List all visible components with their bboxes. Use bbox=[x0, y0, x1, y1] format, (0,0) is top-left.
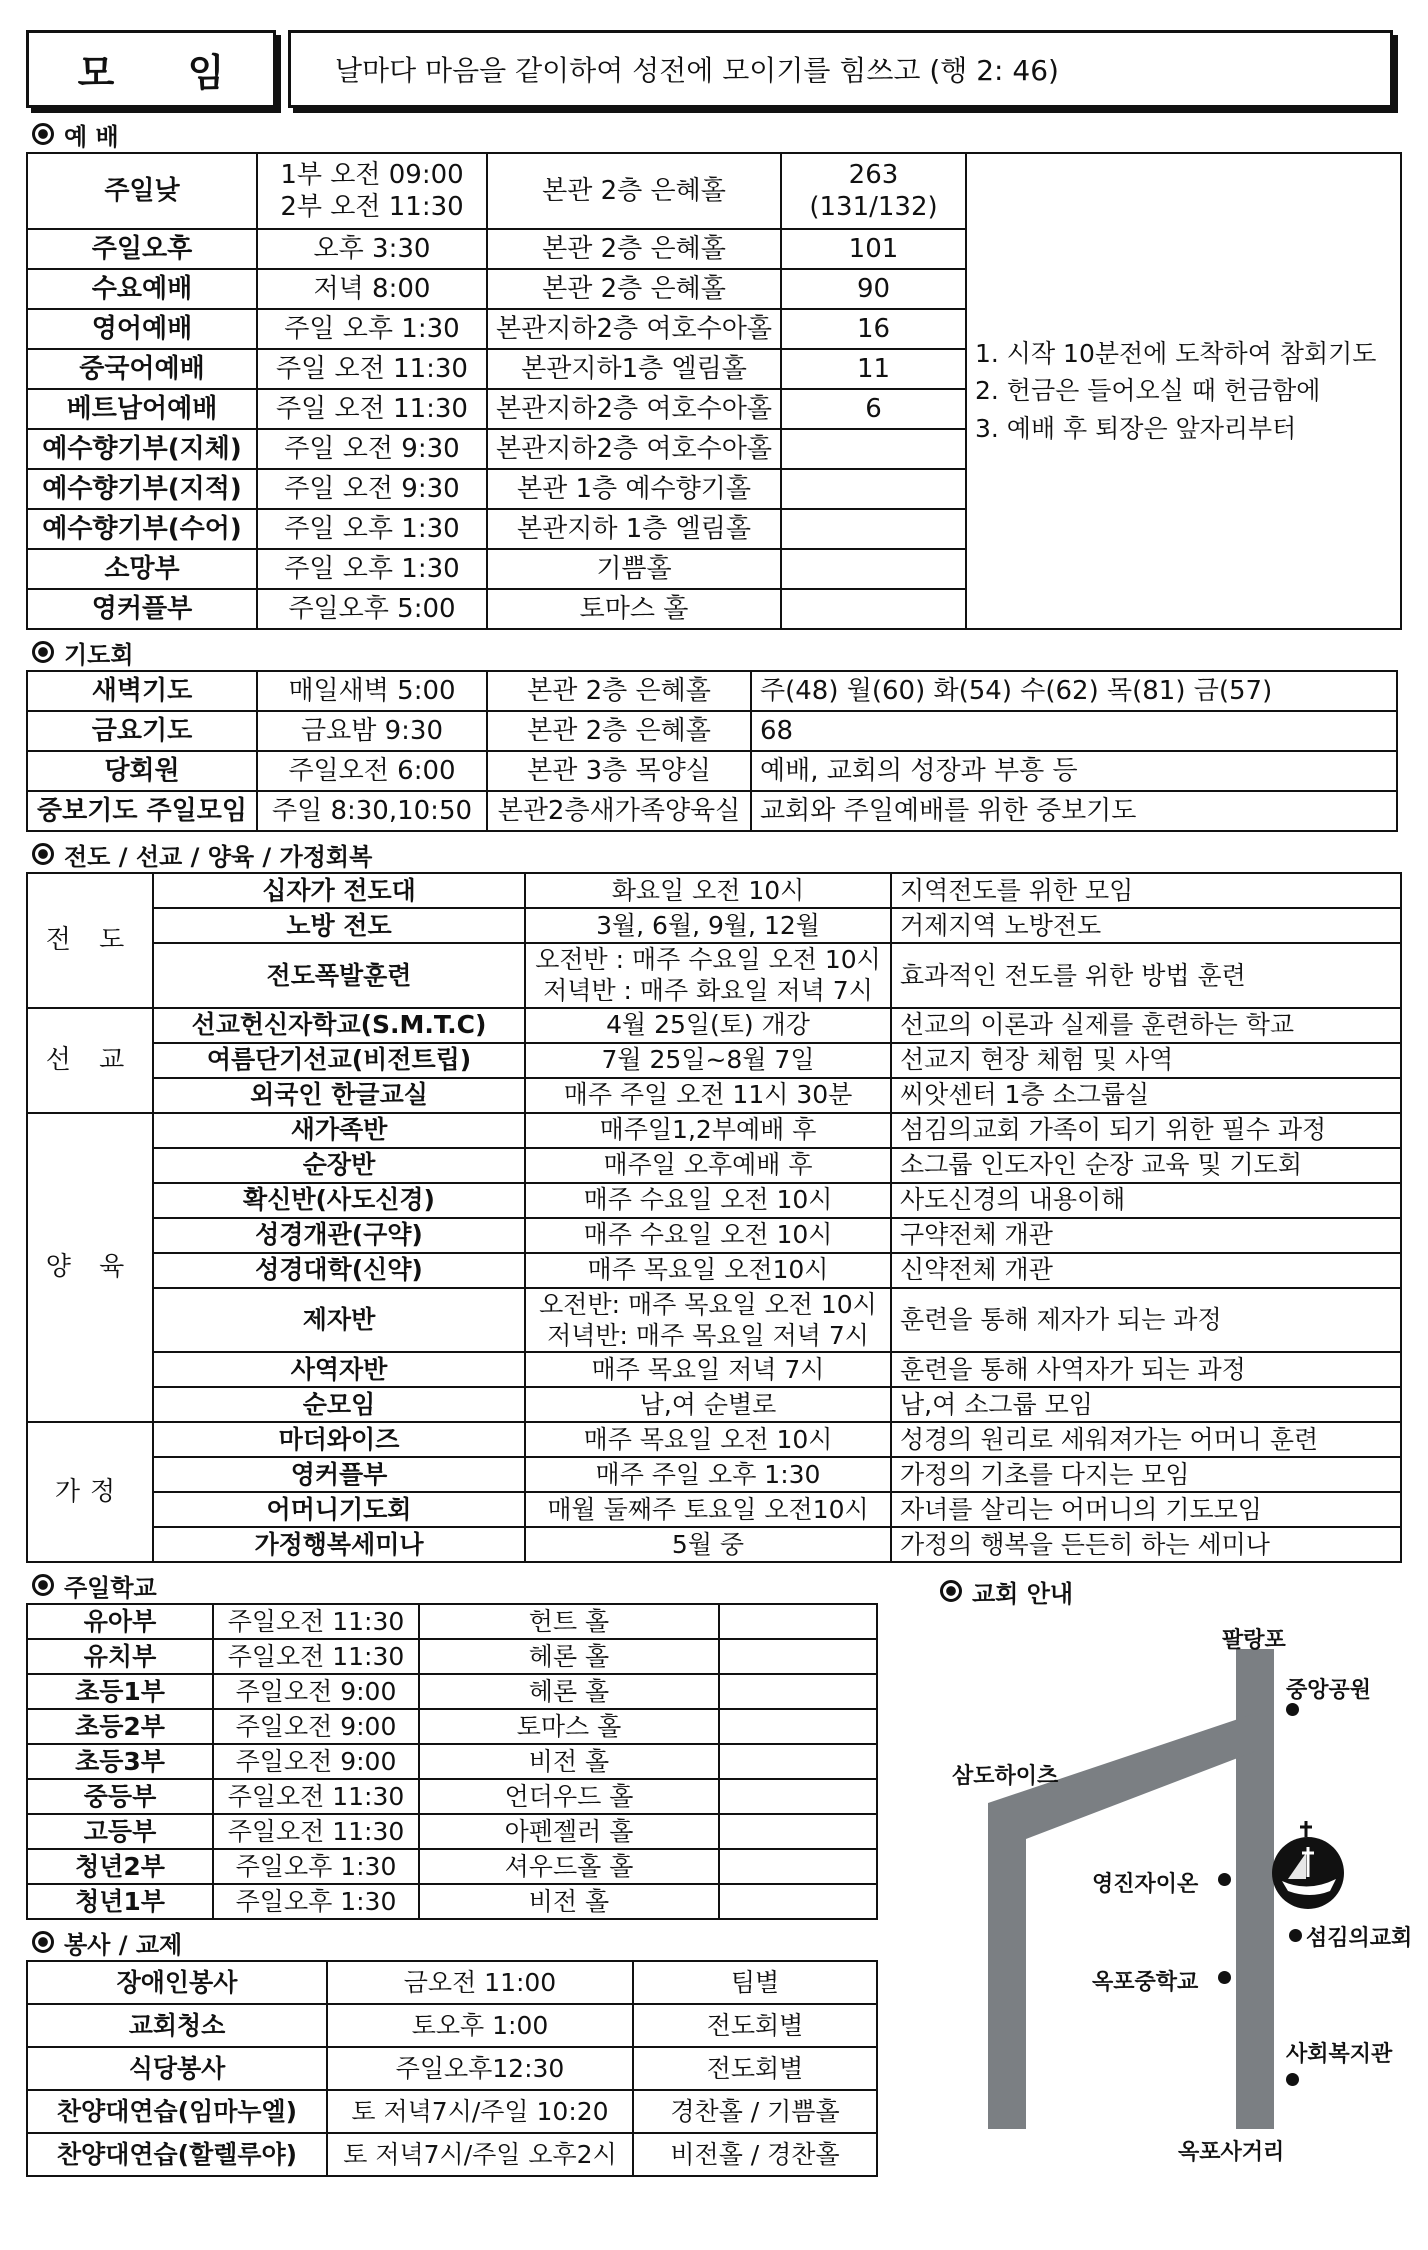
category-label: 전 도 bbox=[27, 873, 153, 1008]
west-road bbox=[988, 1803, 1026, 2129]
worship-table bbox=[26, 152, 1402, 630]
prayer-place: 본관 2층 은혜홀 bbox=[487, 671, 751, 711]
program-name: 제자반 bbox=[153, 1288, 525, 1353]
section-heading-worship bbox=[26, 116, 1402, 152]
empty-cell bbox=[719, 1674, 877, 1709]
section-heading-sunday-school bbox=[26, 1567, 878, 1603]
table-row bbox=[27, 1113, 1401, 1148]
program-description: 효과적인 전도를 위한 방법 훈련 bbox=[891, 943, 1401, 1008]
service-place: 본관지하2층 여호수아홀 bbox=[487, 389, 781, 429]
note-item: 3. 예배 후 퇴장은 앞자리부터 bbox=[975, 413, 1297, 443]
table-row bbox=[27, 1961, 877, 2004]
program-time: 매주 주일 오후 1:30 bbox=[525, 1457, 891, 1492]
program-description: 지역전도를 위한 모임 bbox=[891, 873, 1401, 908]
service-activity: 찬양대연습(할렐루야) bbox=[27, 2133, 327, 2176]
category-label: 선 교 bbox=[27, 1008, 153, 1113]
empty-cell bbox=[719, 1604, 877, 1639]
map-dot bbox=[1218, 1971, 1231, 1984]
program-name: 십자가 전도대 bbox=[153, 873, 525, 908]
bible-verse: 날마다 마음을 같이하여 성전에 모이기를 힘쓰고 (행 2: 46) bbox=[288, 30, 1393, 108]
prayer-time: 주일오전 6:00 bbox=[257, 751, 487, 791]
service-name: 소망부 bbox=[27, 549, 257, 589]
table-row bbox=[27, 153, 1401, 229]
section-title: 전도 / 선교 / 양육 / 가정회복 bbox=[64, 842, 373, 871]
map-dot bbox=[1286, 2073, 1299, 2086]
department-name: 초등1부 bbox=[27, 1674, 213, 1709]
bullet-icon bbox=[32, 641, 54, 663]
department-time: 주일오전 11:30 bbox=[213, 1814, 419, 1849]
department-time: 주일오전 9:00 bbox=[213, 1674, 419, 1709]
program-name: 가정행복세미나 bbox=[153, 1527, 525, 1562]
program-name: 확신반(사도신경) bbox=[153, 1183, 525, 1218]
service-activity: 찬양대연습(임마누엘) bbox=[27, 2090, 327, 2133]
service-team: 팀별 bbox=[633, 1961, 877, 2004]
empty-cell bbox=[719, 1814, 877, 1849]
service-schedule: 주일오후12:30 bbox=[327, 2047, 633, 2090]
service-time: 주일 오전 11:30 bbox=[257, 389, 487, 429]
attendance-count bbox=[781, 469, 966, 509]
prayer-table bbox=[26, 670, 1398, 832]
table-row bbox=[27, 1884, 877, 1919]
empty-cell bbox=[719, 1709, 877, 1744]
note-item: 2. 헌금은 들어오실 때 헌금함에 bbox=[975, 376, 1321, 406]
program-description: 자녀를 살리는 어머니의 기도모임 bbox=[891, 1492, 1401, 1527]
service-schedule: 토 저녁7시/주일 10:20 bbox=[327, 2090, 633, 2133]
service-activity: 장애인봉사 bbox=[27, 1961, 327, 2004]
program-time: 화요일 오전 10시 bbox=[525, 873, 891, 908]
department-name: 청년2부 bbox=[27, 1849, 213, 1884]
service-place: 본관지하2층 여호수아홀 bbox=[487, 309, 781, 349]
church-logo-icon bbox=[1272, 1821, 1344, 1909]
table-row bbox=[27, 1849, 877, 1884]
table-row bbox=[27, 1008, 1401, 1043]
department-time: 주일오후 1:30 bbox=[213, 1849, 419, 1884]
attendance-count: 6 bbox=[781, 389, 966, 429]
prayer-place: 본관 3층 목양실 bbox=[487, 751, 751, 791]
program-description: 신약전체 개관 bbox=[891, 1253, 1401, 1288]
table-row bbox=[27, 751, 1397, 791]
department-time: 주일오전 11:30 bbox=[213, 1639, 419, 1674]
table-row bbox=[27, 1457, 1401, 1492]
department-name: 중등부 bbox=[27, 1779, 213, 1814]
attendance-count: 263 (131/132) bbox=[781, 153, 966, 229]
program-name: 새가족반 bbox=[153, 1113, 525, 1148]
empty-cell bbox=[719, 1639, 877, 1674]
program-description: 가정의 기초를 다지는 모임 bbox=[891, 1457, 1401, 1492]
department-name: 초등2부 bbox=[27, 1709, 213, 1744]
program-description: 사도신경의 내용이해 bbox=[891, 1183, 1401, 1218]
program-description: 구약전체 개관 bbox=[891, 1218, 1401, 1253]
service-place: 본관 2층 은혜홀 bbox=[487, 269, 781, 309]
page-title: 모 임 bbox=[26, 30, 276, 108]
attendance-count bbox=[781, 429, 966, 469]
service-name: 중국어예배 bbox=[27, 349, 257, 389]
department-time: 주일오전 11:30 bbox=[213, 1779, 419, 1814]
section-title: 예 배 bbox=[64, 122, 119, 151]
empty-cell bbox=[719, 1884, 877, 1919]
program-name: 순모임 bbox=[153, 1387, 525, 1422]
table-row bbox=[27, 1183, 1401, 1218]
program-description: 훈련을 통해 사역자가 되는 과정 bbox=[891, 1352, 1401, 1387]
department-place: 셔우드홀 홀 bbox=[419, 1849, 719, 1884]
attendance-count: 101 bbox=[781, 229, 966, 269]
program-description: 소그룹 인도자인 순장 교육 및 기도회 bbox=[891, 1148, 1401, 1183]
service-activity: 식당봉사 bbox=[27, 2047, 327, 2090]
road-map bbox=[906, 1563, 1402, 2163]
department-name: 유치부 bbox=[27, 1639, 213, 1674]
service-time: 오후 3:30 bbox=[257, 229, 487, 269]
empty-cell bbox=[719, 1744, 877, 1779]
attendance-count bbox=[781, 589, 966, 629]
service-place: 본관 2층 은혜홀 bbox=[487, 229, 781, 269]
program-time: 7월 25일~8월 7일 bbox=[525, 1043, 891, 1078]
table-row bbox=[27, 1253, 1401, 1288]
table-row bbox=[27, 2090, 877, 2133]
table-row bbox=[27, 1078, 1401, 1113]
program-name: 선교헌신자학교(S.M.T.C) bbox=[153, 1008, 525, 1043]
program-time: 매주 수요일 오전 10시 bbox=[525, 1183, 891, 1218]
map-label-palangpo: 팔랑포 bbox=[1222, 1628, 1286, 1653]
map-dot bbox=[1286, 1703, 1299, 1716]
prayer-note: 68 bbox=[751, 711, 1397, 751]
program-time: 매주 목요일 오전10시 bbox=[525, 1253, 891, 1288]
section-title: 교회 안내 bbox=[972, 1579, 1074, 1608]
program-time: 3월, 6월, 9월, 12월 bbox=[525, 908, 891, 943]
table-row bbox=[27, 1288, 1401, 1353]
attendance-count bbox=[781, 549, 966, 589]
table-row bbox=[27, 1218, 1401, 1253]
program-time: 매주 주일 오전 11시 30분 bbox=[525, 1078, 891, 1113]
table-row bbox=[27, 1779, 877, 1814]
department-time: 주일오전 9:00 bbox=[213, 1709, 419, 1744]
map-label-welfare: 사회복지관 bbox=[1286, 2042, 1393, 2067]
program-name: 사역자반 bbox=[153, 1352, 525, 1387]
bullet-icon bbox=[32, 1931, 54, 1953]
program-name: 전도폭발훈련 bbox=[153, 943, 525, 1008]
service-time: 주일 오전 9:30 bbox=[257, 469, 487, 509]
department-time: 주일오전 9:00 bbox=[213, 1744, 419, 1779]
department-place: 헤론 홀 bbox=[419, 1674, 719, 1709]
program-time: 4월 25일(토) 개강 bbox=[525, 1008, 891, 1043]
program-time: 매주일1,2부예배 후 bbox=[525, 1113, 891, 1148]
service-schedule: 토 저녁7시/주일 오후2시 bbox=[327, 2133, 633, 2176]
map-label-church: 섬김의교회 bbox=[1306, 1926, 1413, 1951]
prayer-place: 본관2층새가족양육실 bbox=[487, 791, 751, 831]
program-time: 오전반: 매주 목요일 오전 10시 저녁반: 매주 목요일 저녁 7시 bbox=[525, 1288, 891, 1353]
program-name: 외국인 한글교실 bbox=[153, 1078, 525, 1113]
service-schedule: 금오전 11:00 bbox=[327, 1961, 633, 2004]
table-row bbox=[27, 1674, 877, 1709]
program-time: 매주일 오후예배 후 bbox=[525, 1148, 891, 1183]
program-name: 여름단기선교(비전트립) bbox=[153, 1043, 525, 1078]
department-place: 비전 홀 bbox=[419, 1884, 719, 1919]
table-row bbox=[27, 791, 1397, 831]
department-name: 유아부 bbox=[27, 1604, 213, 1639]
table-row bbox=[27, 1527, 1401, 1562]
service-activity: 교회청소 bbox=[27, 2004, 327, 2047]
service-place: 본관 2층 은혜홀 bbox=[487, 153, 781, 229]
service-name: 베트남어예배 bbox=[27, 389, 257, 429]
program-description: 성경의 원리로 세워져가는 어머니 훈련 bbox=[891, 1422, 1401, 1457]
section-heading-prayer bbox=[26, 634, 1402, 670]
table-row bbox=[27, 2133, 877, 2176]
service-team: 비전홀 / 경찬홀 bbox=[633, 2133, 877, 2176]
category-label: 가정 bbox=[27, 1422, 153, 1562]
service-name: 예수향기부(지적) bbox=[27, 469, 257, 509]
prayer-name: 중보기도 주일모임 bbox=[27, 791, 257, 831]
table-row bbox=[27, 1422, 1401, 1457]
table-row bbox=[27, 1604, 877, 1639]
prayer-place: 본관 2층 은혜홀 bbox=[487, 711, 751, 751]
program-time: 남,여 순별로 bbox=[525, 1387, 891, 1422]
map-dot bbox=[1289, 1929, 1302, 1942]
section-heading-mission bbox=[26, 836, 1402, 872]
map-label-central-park: 중앙공원 bbox=[1286, 1678, 1372, 1703]
department-place: 헌트 홀 bbox=[419, 1604, 719, 1639]
table-row bbox=[27, 1814, 877, 1849]
prayer-time: 주일 8:30,10:50 bbox=[257, 791, 487, 831]
worship-notes bbox=[966, 153, 1401, 629]
service-name: 주일오후 bbox=[27, 229, 257, 269]
table-row bbox=[27, 1352, 1401, 1387]
program-description: 거제지역 노방전도 bbox=[891, 908, 1401, 943]
program-time: 오전반 : 매주 수요일 오전 10시 저녁반 : 매주 화요일 저녁 7시 bbox=[525, 943, 891, 1008]
program-name: 영커플부 bbox=[153, 1457, 525, 1492]
program-name: 성경개관(구약) bbox=[153, 1218, 525, 1253]
service-name: 주일낮 bbox=[27, 153, 257, 229]
sunday-school-table bbox=[26, 1603, 878, 1920]
service-time: 주일 오후 1:30 bbox=[257, 509, 487, 549]
prayer-note: 교회와 주일예배를 위한 중보기도 bbox=[751, 791, 1397, 831]
service-place: 본관지하 1층 엘림홀 bbox=[487, 509, 781, 549]
bullet-icon bbox=[32, 1574, 54, 1596]
service-time: 저녁 8:00 bbox=[257, 269, 487, 309]
department-place: 아펜젤러 홀 bbox=[419, 1814, 719, 1849]
program-description: 씨앗센터 1층 소그룹실 bbox=[891, 1078, 1401, 1113]
service-time: 주일 오후 1:30 bbox=[257, 549, 487, 589]
program-time: 매주 수요일 오전 10시 bbox=[525, 1218, 891, 1253]
section-title: 봉사 / 교제 bbox=[64, 1930, 183, 1959]
service-name: 예수향기부(지체) bbox=[27, 429, 257, 469]
department-name: 고등부 bbox=[27, 1814, 213, 1849]
program-name: 마더와이즈 bbox=[153, 1422, 525, 1457]
table-row bbox=[27, 1148, 1401, 1183]
map-label-samdo-heights: 삼도하이츠 bbox=[952, 1764, 1059, 1789]
service-table bbox=[26, 1960, 878, 2177]
table-row bbox=[27, 671, 1397, 711]
program-time: 매주 목요일 저녁 7시 bbox=[525, 1352, 891, 1387]
program-name: 어머니기도회 bbox=[153, 1492, 525, 1527]
table-row bbox=[27, 943, 1401, 1008]
program-description: 훈련을 통해 제자가 되는 과정 bbox=[891, 1288, 1401, 1353]
prayer-time: 금요밤 9:30 bbox=[257, 711, 487, 751]
attendance-count: 90 bbox=[781, 269, 966, 309]
note-item: 1. 시작 10분전에 도착하여 참회기도 bbox=[975, 338, 1377, 368]
program-time: 매월 둘째주 토요일 오전10시 bbox=[525, 1492, 891, 1527]
service-name: 영어예배 bbox=[27, 309, 257, 349]
service-place: 본관지하1층 엘림홀 bbox=[487, 349, 781, 389]
department-place: 토마스 홀 bbox=[419, 1709, 719, 1744]
service-place: 기쁨홀 bbox=[487, 549, 781, 589]
table-row bbox=[27, 1043, 1401, 1078]
section-title: 주일학교 bbox=[64, 1573, 157, 1602]
program-description: 가정의 행복을 든든히 하는 세미나 bbox=[891, 1527, 1401, 1562]
prayer-name: 당회원 bbox=[27, 751, 257, 791]
program-description: 선교지 현장 체험 및 사역 bbox=[891, 1043, 1401, 1078]
service-team: 경찬홀 / 기쁨홀 bbox=[633, 2090, 877, 2133]
attendance-count: 16 bbox=[781, 309, 966, 349]
page-header bbox=[26, 30, 1402, 112]
prayer-name: 새벽기도 bbox=[27, 671, 257, 711]
service-place: 본관지하2층 여호수아홀 bbox=[487, 429, 781, 469]
prayer-note: 예배, 교회의 성장과 부흥 등 bbox=[751, 751, 1397, 791]
service-time: 주일 오후 1:30 bbox=[257, 309, 487, 349]
category-label: 양 육 bbox=[27, 1113, 153, 1423]
service-time: 1부 오전 09:00 2부 오전 11:30 bbox=[257, 153, 487, 229]
service-team: 전도회별 bbox=[633, 2004, 877, 2047]
map-label-yeongjin: 영진자이온 bbox=[1092, 1872, 1199, 1897]
service-schedule: 토오후 1:00 bbox=[327, 2004, 633, 2047]
program-description: 남,여 소그룹 모임 bbox=[891, 1387, 1401, 1422]
table-row bbox=[27, 1709, 877, 1744]
program-time: 매주 목요일 오전 10시 bbox=[525, 1422, 891, 1457]
program-name: 성경대학(신약) bbox=[153, 1253, 525, 1288]
bullet-icon bbox=[32, 843, 54, 865]
department-place: 헤론 홀 bbox=[419, 1639, 719, 1674]
table-row bbox=[27, 1387, 1401, 1422]
program-name: 노방 전도 bbox=[153, 908, 525, 943]
mission-table bbox=[26, 872, 1402, 1563]
service-name: 수요예배 bbox=[27, 269, 257, 309]
section-heading-service bbox=[26, 1924, 878, 1960]
service-place: 본관 1층 예수향기홀 bbox=[487, 469, 781, 509]
table-row bbox=[27, 873, 1401, 908]
service-name: 영커플부 bbox=[27, 589, 257, 629]
table-row bbox=[27, 1744, 877, 1779]
service-time: 주일 오전 11:30 bbox=[257, 349, 487, 389]
attendance-count: 11 bbox=[781, 349, 966, 389]
table-row bbox=[27, 2047, 877, 2090]
program-name: 순장반 bbox=[153, 1148, 525, 1183]
service-place: 토마스 홀 bbox=[487, 589, 781, 629]
service-time: 주일오후 5:00 bbox=[257, 589, 487, 629]
prayer-time: 매일새벽 5:00 bbox=[257, 671, 487, 711]
department-time: 주일오전 11:30 bbox=[213, 1604, 419, 1639]
empty-cell bbox=[719, 1779, 877, 1814]
table-row bbox=[27, 2004, 877, 2047]
program-time: 5월 중 bbox=[525, 1527, 891, 1562]
table-row bbox=[27, 908, 1401, 943]
department-place: 비전 홀 bbox=[419, 1744, 719, 1779]
department-time: 주일오후 1:30 bbox=[213, 1884, 419, 1919]
section-title: 기도회 bbox=[64, 640, 134, 669]
church-map bbox=[906, 1563, 1413, 2165]
program-description: 선교의 이론과 실제를 훈련하는 학교 bbox=[891, 1008, 1401, 1043]
table-row bbox=[27, 1492, 1401, 1527]
bullet-icon bbox=[32, 123, 54, 145]
table-row bbox=[27, 711, 1397, 751]
department-name: 초등3부 bbox=[27, 1744, 213, 1779]
service-team: 전도회별 bbox=[633, 2047, 877, 2090]
empty-cell bbox=[719, 1849, 877, 1884]
map-label-okpo-middle: 옥포중학교 bbox=[1092, 1970, 1199, 1995]
service-name: 예수향기부(수어) bbox=[27, 509, 257, 549]
department-place: 언더우드 홀 bbox=[419, 1779, 719, 1814]
prayer-note: 주(48) 월(60) 화(54) 수(62) 목(81) 금(57) bbox=[751, 671, 1397, 711]
table-row bbox=[27, 1639, 877, 1674]
attendance-count bbox=[781, 509, 966, 549]
department-name: 청년1부 bbox=[27, 1884, 213, 1919]
service-time: 주일 오전 9:30 bbox=[257, 429, 487, 469]
map-dot bbox=[1218, 1873, 1231, 1886]
program-description: 섬김의교회 가족이 되기 위한 필수 과정 bbox=[891, 1113, 1401, 1148]
prayer-name: 금요기도 bbox=[27, 711, 257, 751]
map-label-okpo-crossroad: 옥포사거리 bbox=[1178, 2140, 1285, 2165]
